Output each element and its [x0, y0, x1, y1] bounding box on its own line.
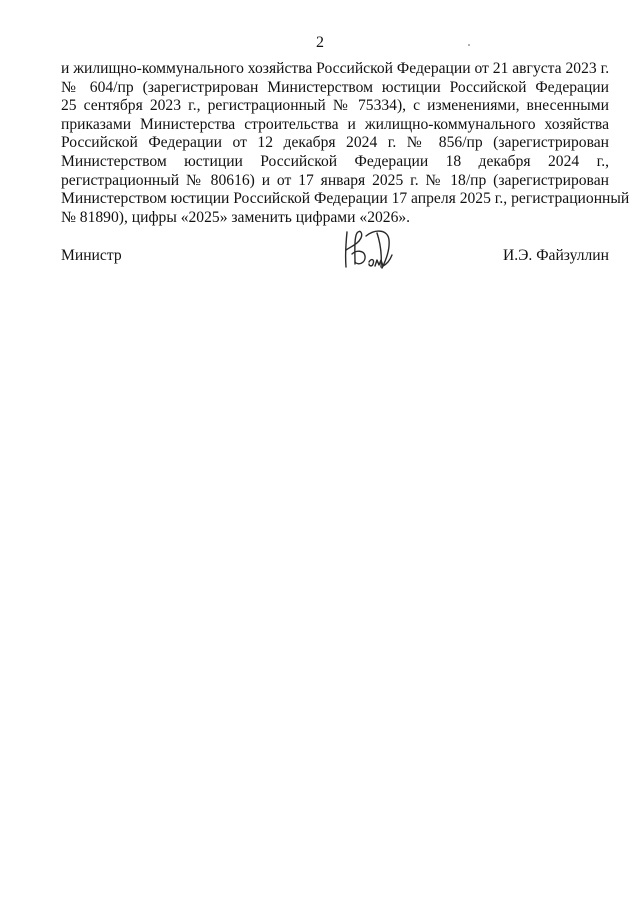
signatory-title: Министр — [61, 247, 122, 264]
body-line: и жилищно-коммунального хозяйства Российской Федерации от 21 августа 2023 г. — [61, 60, 610, 77]
body-paragraph — [61, 60, 630, 227]
page-number: 2 — [316, 34, 324, 51]
body-line: Министерством юстиции Российской Федерации 17 апреля 2025 г., регистрационный — [61, 190, 630, 208]
handwritten-signature — [336, 224, 400, 274]
scan-speck — [468, 44, 470, 46]
body-line: регистрационный № 80616) и от 17 января 2025 г. № 18/пр (зарегистрирован — [61, 171, 609, 189]
body-line: № 81890), цифры «2025» заменить цифрами «2026». — [61, 208, 411, 226]
body-line: № 604/пр (зарегистрирован Министерством юстиции Российской Федерации — [61, 78, 609, 96]
body-line: приказами Министерства строительства и жилищно-коммунального хозяйства — [61, 115, 609, 133]
signatory-name: И.Э. Файзуллин — [502, 247, 609, 264]
body-line: Российской Федерации от 12 декабря 2024 г. № 856/пр (зарегистрирован — [61, 134, 609, 152]
body-line: 25 сентября 2023 г., регистрационный № 75334), с изменениями, внесенными — [61, 97, 609, 115]
body-line: Министерством юстиции Российской Федерации 18 декабря 2024 г., — [61, 152, 609, 170]
